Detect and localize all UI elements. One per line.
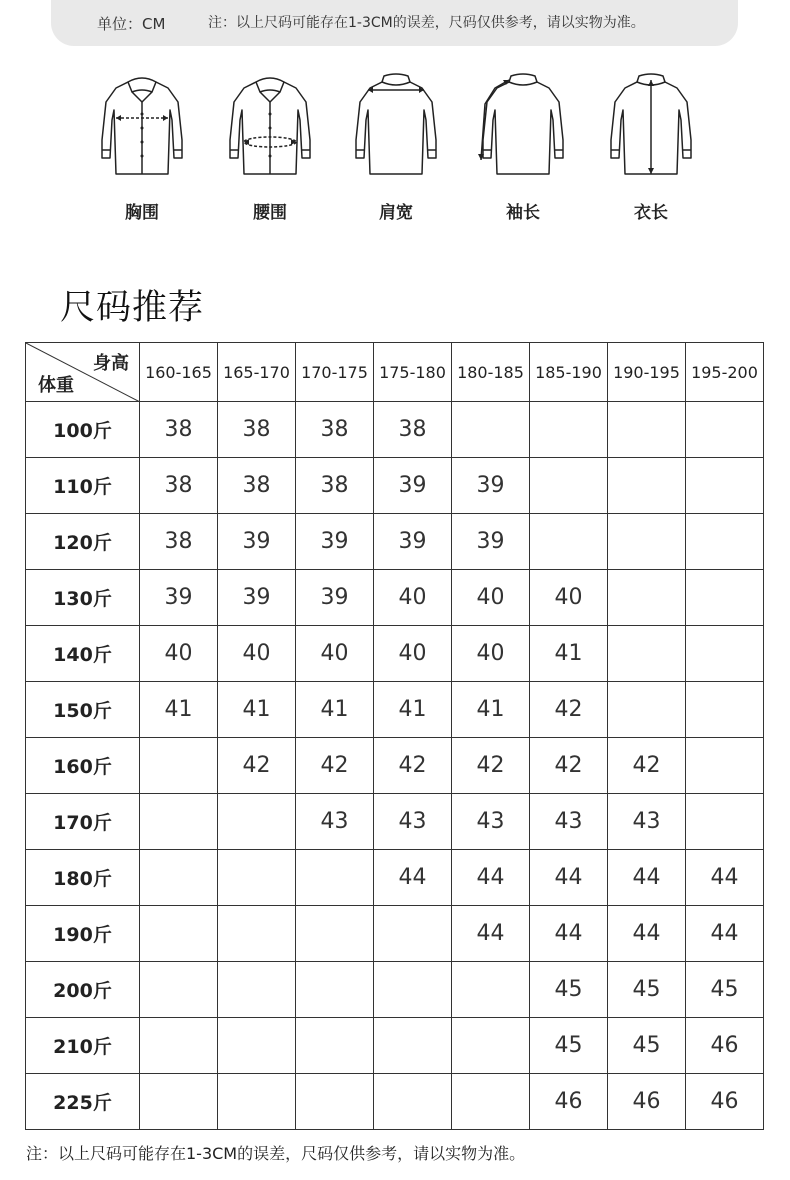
size-cell bbox=[686, 458, 764, 514]
unit-label: 单位：CM bbox=[97, 15, 166, 33]
size-cell bbox=[296, 906, 374, 962]
size-cell bbox=[218, 850, 296, 906]
table-row bbox=[26, 906, 764, 962]
size-cell: 41 bbox=[296, 682, 374, 738]
size-cell: 39 bbox=[374, 514, 452, 570]
weight-cell: 150斤 bbox=[26, 682, 140, 738]
size-cell: 45 bbox=[530, 1018, 608, 1074]
height-header: 165-170 bbox=[218, 343, 296, 402]
chest-measure-icon bbox=[94, 70, 190, 180]
size-cell bbox=[686, 738, 764, 794]
size-cell bbox=[530, 402, 608, 458]
size-cell bbox=[296, 850, 374, 906]
size-cell bbox=[608, 626, 686, 682]
height-header: 180-185 bbox=[452, 343, 530, 402]
table-row bbox=[26, 682, 764, 738]
size-cell: 44 bbox=[608, 906, 686, 962]
size-cell: 38 bbox=[296, 402, 374, 458]
size-cell bbox=[608, 682, 686, 738]
size-cell: 45 bbox=[608, 962, 686, 1018]
measurement-guide bbox=[0, 70, 790, 230]
length-guide bbox=[601, 70, 701, 223]
size-cell: 43 bbox=[374, 794, 452, 850]
size-cell bbox=[530, 514, 608, 570]
size-cell bbox=[686, 514, 764, 570]
size-cell bbox=[374, 1018, 452, 1074]
size-cell: 38 bbox=[374, 402, 452, 458]
size-cell bbox=[686, 682, 764, 738]
size-cell: 40 bbox=[140, 626, 218, 682]
size-cell: 46 bbox=[608, 1074, 686, 1130]
size-cell: 41 bbox=[218, 682, 296, 738]
waist-guide bbox=[220, 70, 320, 223]
size-cell bbox=[608, 514, 686, 570]
size-cell bbox=[296, 962, 374, 1018]
size-cell: 41 bbox=[530, 626, 608, 682]
table-body bbox=[26, 402, 764, 1130]
size-cell: 41 bbox=[374, 682, 452, 738]
weight-cell: 210斤 bbox=[26, 1018, 140, 1074]
size-cell: 38 bbox=[296, 458, 374, 514]
height-header: 160-165 bbox=[140, 343, 218, 402]
size-cell: 43 bbox=[530, 794, 608, 850]
weight-cell: 200斤 bbox=[26, 962, 140, 1018]
size-cell: 42 bbox=[218, 738, 296, 794]
size-cell bbox=[218, 962, 296, 1018]
size-cell bbox=[218, 906, 296, 962]
weight-cell: 130斤 bbox=[26, 570, 140, 626]
size-cell bbox=[374, 1074, 452, 1130]
size-cell: 44 bbox=[530, 906, 608, 962]
height-axis-label: 身高 bbox=[93, 353, 129, 374]
header-row bbox=[26, 343, 764, 402]
unit-banner bbox=[51, 0, 738, 46]
table-row bbox=[26, 794, 764, 850]
height-header: 170-175 bbox=[296, 343, 374, 402]
size-cell: 44 bbox=[452, 906, 530, 962]
size-cell: 38 bbox=[218, 402, 296, 458]
size-cell: 41 bbox=[452, 682, 530, 738]
size-cell: 39 bbox=[218, 514, 296, 570]
size-cell: 44 bbox=[686, 906, 764, 962]
height-header: 190-195 bbox=[608, 343, 686, 402]
size-cell: 44 bbox=[530, 850, 608, 906]
sleeve-guide bbox=[473, 70, 573, 223]
table-row bbox=[26, 626, 764, 682]
size-cell: 45 bbox=[608, 1018, 686, 1074]
footer-note: 注：以上尺码可能存在1-3CM的误差，尺码仅供参考，请以实物为准。 bbox=[26, 1144, 526, 1163]
size-cell bbox=[452, 1074, 530, 1130]
height-header: 175-180 bbox=[374, 343, 452, 402]
weight-axis-label: 体重 bbox=[38, 375, 74, 396]
size-cell bbox=[140, 738, 218, 794]
size-cell: 46 bbox=[530, 1074, 608, 1130]
table-row bbox=[26, 962, 764, 1018]
size-cell: 38 bbox=[218, 458, 296, 514]
shoulder-measure-icon bbox=[348, 70, 444, 180]
size-cell: 40 bbox=[452, 626, 530, 682]
size-cell: 39 bbox=[374, 458, 452, 514]
size-cell bbox=[140, 962, 218, 1018]
size-recommendation-table bbox=[25, 342, 764, 1130]
size-cell: 40 bbox=[374, 570, 452, 626]
weight-cell: 110斤 bbox=[26, 458, 140, 514]
size-cell: 42 bbox=[530, 682, 608, 738]
size-cell bbox=[608, 458, 686, 514]
measurement-label: 袖长 bbox=[506, 203, 540, 223]
size-cell: 44 bbox=[608, 850, 686, 906]
height-header: 185-190 bbox=[530, 343, 608, 402]
shoulder-guide bbox=[346, 70, 446, 223]
size-cell bbox=[296, 1074, 374, 1130]
size-cell: 38 bbox=[140, 402, 218, 458]
size-cell: 39 bbox=[296, 514, 374, 570]
size-cell: 42 bbox=[296, 738, 374, 794]
size-cell bbox=[140, 1074, 218, 1130]
size-cell bbox=[686, 402, 764, 458]
weight-cell: 225斤 bbox=[26, 1074, 140, 1130]
weight-cell: 170斤 bbox=[26, 794, 140, 850]
size-cell bbox=[140, 906, 218, 962]
length-measure-icon bbox=[603, 70, 699, 180]
size-cell: 46 bbox=[686, 1074, 764, 1130]
section-title: 尺码推荐 bbox=[60, 288, 205, 328]
size-cell bbox=[218, 1074, 296, 1130]
height-header: 195-200 bbox=[686, 343, 764, 402]
size-cell bbox=[140, 794, 218, 850]
size-cell: 42 bbox=[608, 738, 686, 794]
size-cell: 40 bbox=[218, 626, 296, 682]
table-row bbox=[26, 458, 764, 514]
size-cell: 44 bbox=[452, 850, 530, 906]
table-row bbox=[26, 402, 764, 458]
size-cell: 39 bbox=[140, 570, 218, 626]
size-cell: 42 bbox=[530, 738, 608, 794]
measurement-label: 肩宽 bbox=[379, 203, 413, 223]
size-cell bbox=[608, 402, 686, 458]
size-cell bbox=[140, 850, 218, 906]
table-row bbox=[26, 1018, 764, 1074]
size-cell: 45 bbox=[530, 962, 608, 1018]
size-cell bbox=[218, 794, 296, 850]
chest-guide bbox=[92, 70, 192, 223]
table-row bbox=[26, 570, 764, 626]
size-cell bbox=[296, 1018, 374, 1074]
size-cell bbox=[686, 794, 764, 850]
corner-header bbox=[26, 343, 140, 402]
banner-note: 注：以上尺码可能存在1-3CM的误差，尺码仅供参考，请以实物为准。 bbox=[208, 15, 645, 31]
size-cell: 39 bbox=[452, 514, 530, 570]
size-cell bbox=[452, 402, 530, 458]
size-cell: 44 bbox=[686, 850, 764, 906]
weight-cell: 120斤 bbox=[26, 514, 140, 570]
size-cell: 42 bbox=[374, 738, 452, 794]
size-cell bbox=[608, 570, 686, 626]
measurement-label: 衣长 bbox=[634, 203, 668, 223]
size-cell: 43 bbox=[608, 794, 686, 850]
waist-measure-icon bbox=[222, 70, 318, 180]
size-cell: 41 bbox=[140, 682, 218, 738]
size-cell: 40 bbox=[452, 570, 530, 626]
size-cell bbox=[530, 458, 608, 514]
size-cell: 40 bbox=[374, 626, 452, 682]
size-cell bbox=[374, 906, 452, 962]
size-cell: 46 bbox=[686, 1018, 764, 1074]
size-cell bbox=[374, 962, 452, 1018]
size-cell: 43 bbox=[296, 794, 374, 850]
size-cell: 39 bbox=[452, 458, 530, 514]
size-cell: 38 bbox=[140, 458, 218, 514]
size-cell bbox=[686, 626, 764, 682]
weight-cell: 180斤 bbox=[26, 850, 140, 906]
size-cell: 38 bbox=[140, 514, 218, 570]
weight-cell: 140斤 bbox=[26, 626, 140, 682]
size-cell: 39 bbox=[218, 570, 296, 626]
size-cell: 40 bbox=[530, 570, 608, 626]
measurement-label: 腰围 bbox=[253, 203, 287, 223]
size-cell bbox=[686, 570, 764, 626]
size-cell bbox=[140, 1018, 218, 1074]
size-cell: 44 bbox=[374, 850, 452, 906]
size-cell bbox=[452, 962, 530, 1018]
weight-cell: 100斤 bbox=[26, 402, 140, 458]
size-cell: 43 bbox=[452, 794, 530, 850]
weight-cell: 190斤 bbox=[26, 906, 140, 962]
size-cell bbox=[452, 1018, 530, 1074]
size-cell: 40 bbox=[296, 626, 374, 682]
table-row bbox=[26, 1074, 764, 1130]
size-cell: 45 bbox=[686, 962, 764, 1018]
sleeve-measure-icon bbox=[475, 70, 571, 180]
table-row bbox=[26, 850, 764, 906]
measurement-label: 胸围 bbox=[125, 203, 159, 223]
weight-cell: 160斤 bbox=[26, 738, 140, 794]
size-cell bbox=[218, 1018, 296, 1074]
table-row bbox=[26, 738, 764, 794]
size-cell: 42 bbox=[452, 738, 530, 794]
size-cell: 39 bbox=[296, 570, 374, 626]
table-row bbox=[26, 514, 764, 570]
